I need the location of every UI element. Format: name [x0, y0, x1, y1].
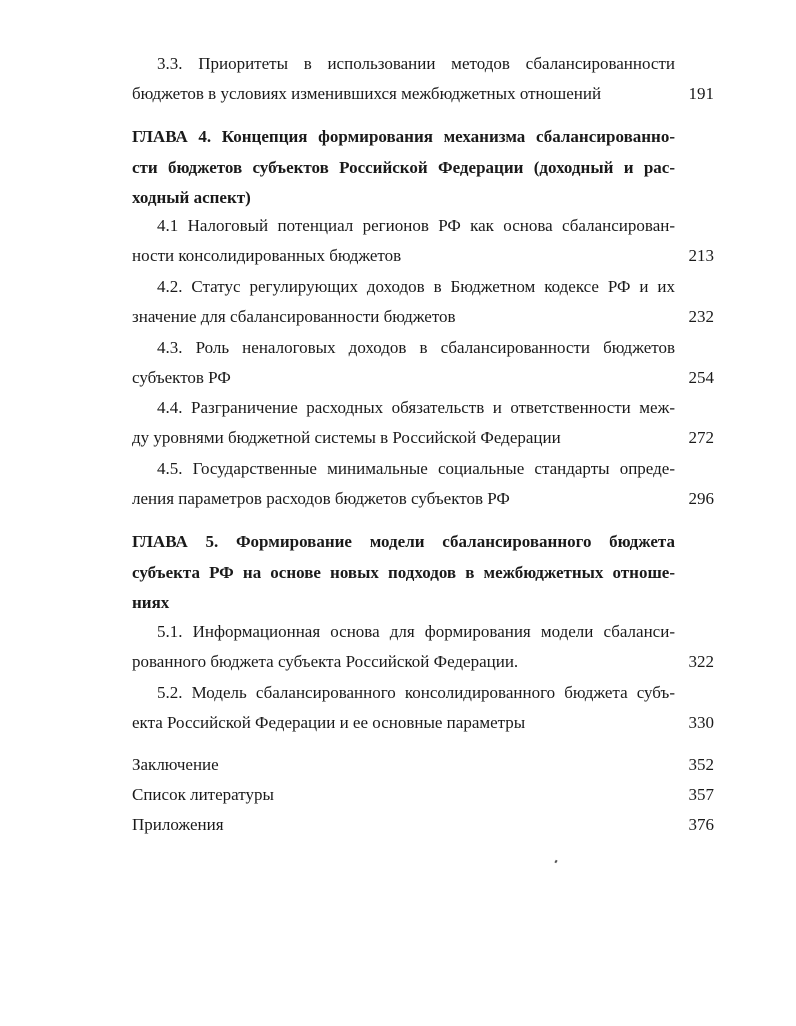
toc-entry-4-1-line1: 4.1 Налоговый потенциал регионов РФ как основа сбалансирован- — [157, 216, 675, 235]
chapter-5-title-line3: ниях — [132, 593, 170, 612]
toc-entry-4-1-line2: ности консолидированных бюджетов — [132, 246, 402, 265]
chapter-4-title-line1: ГЛАВА 4. Концепция формирования механизма сбалансированно- — [132, 127, 675, 146]
toc-entry-5-2-line1: 5.2. Модель сбалансированного консолидированного бюджета субъ- — [157, 683, 675, 702]
toc-entry-appendices: Приложения — [132, 815, 224, 834]
scan-speck — [554, 860, 557, 864]
toc-entry-4-2-line1: 4.2. Статус регулирующих доходов в Бюджетном кодексе РФ и их — [157, 277, 675, 296]
chapter-5-title-line2: субъекта РФ на основе новых подходов в межбюджетных отноше- — [132, 563, 675, 582]
toc-entry-references: Список литературы — [132, 785, 274, 804]
chapter-4-title-line3: ходный аспект) — [132, 188, 251, 207]
toc-entry-3-3-line2: бюджетов в условиях изменившихся межбюджетных отношений — [132, 84, 602, 103]
toc-entry-conclusion-page: 352 — [688, 755, 714, 774]
toc-entry-5-2-line2: екта Российской Федерации и ее основные параметры — [132, 713, 526, 732]
toc-entry-conclusion: Заключение — [132, 755, 219, 774]
toc-entry-5-2-page: 330 — [688, 713, 714, 732]
toc-entry-4-1-page: 213 — [688, 246, 714, 265]
toc-entry-4-4-line2: ду уровнями бюджетной системы в Российской Федерации — [132, 428, 561, 447]
toc-entry-4-4-page: 272 — [688, 428, 714, 447]
toc-entry-4-3-line2: субъектов РФ — [132, 368, 231, 387]
chapter-4-title-line2: сти бюджетов субъектов Российской Федерации (доходный и рас- — [132, 158, 675, 177]
toc-entry-4-3-page: 254 — [688, 368, 714, 387]
toc-entry-5-1-line2: рованного бюджета субъекта Российской Федерации. — [132, 652, 519, 671]
toc-entry-4-3-line1: 4.3. Роль неналоговых доходов в сбалансированности бюджетов — [157, 338, 675, 357]
toc-entry-4-5-line1: 4.5. Государственные минимальные социальные стандарты опреде- — [157, 459, 675, 478]
toc-entry-appendices-page: 376 — [688, 815, 714, 834]
toc-entry-5-1-line1: 5.1. Информационная основа для формирования модели сбаланси- — [157, 622, 675, 641]
toc-entry-4-2-line2: значение для сбалансированности бюджетов — [132, 307, 456, 326]
toc-entry-3-3-line1: 3.3. Приоритеты в использовании методов сбалансированности — [157, 54, 675, 73]
chapter-5-title-line1: ГЛАВА 5. Формирование модели сбалансированного бюджета — [132, 532, 675, 551]
toc-entry-5-1-page: 322 — [688, 652, 714, 671]
toc-entry-4-5-line2: ления параметров расходов бюджетов субъектов РФ — [132, 489, 510, 508]
toc-entry-4-5-page: 296 — [688, 489, 714, 508]
toc-entry-4-2-page: 232 — [688, 307, 714, 326]
toc-entry-4-4-line1: 4.4. Разграничение расходных обязательств и ответственности меж- — [157, 398, 675, 417]
toc-entry-3-3-page: 191 — [688, 84, 714, 103]
toc-entry-references-page: 357 — [688, 785, 714, 804]
